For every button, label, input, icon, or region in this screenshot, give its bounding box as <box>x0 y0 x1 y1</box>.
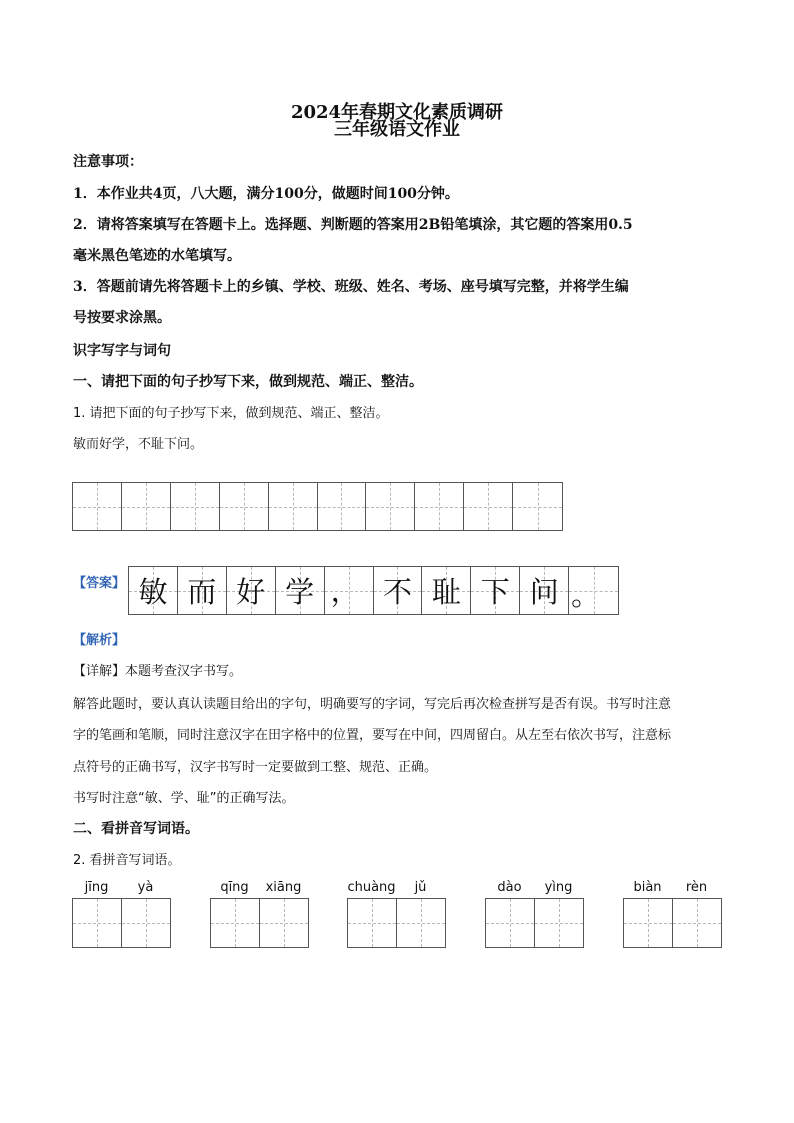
answer-char: 不 <box>382 575 412 609</box>
word-grid[interactable] <box>72 898 171 948</box>
question-1-sentence: 敏而好学，不耻下问。 <box>73 437 204 452</box>
pinyin-syllable: biàn <box>633 880 662 895</box>
question-2: 2. 看拼音写词语。 <box>73 853 181 868</box>
question-1: 1. 请把下面的句子抄写下来，做到规范、端正、整洁。 <box>73 406 389 421</box>
answer-grid <box>128 566 619 615</box>
grid-cell[interactable] <box>535 899 584 947</box>
part2-heading: 二、看拼音写词语。 <box>73 821 199 837</box>
grid-cell[interactable] <box>318 483 367 530</box>
word-grid[interactable] <box>347 898 446 948</box>
answer-char: 耻 <box>431 575 461 609</box>
grid-cell[interactable] <box>211 899 260 947</box>
answer-cell <box>178 567 227 614</box>
pinyin-word-2 <box>210 880 309 948</box>
answer-cell <box>471 567 520 614</box>
grid-cell[interactable] <box>673 899 722 947</box>
pinyin-word-4 <box>485 880 584 948</box>
grid-cell[interactable] <box>397 899 446 947</box>
grid-cell[interactable] <box>73 899 122 947</box>
answer-char: 而 <box>187 575 217 609</box>
pinyin-syllable: yà <box>137 880 154 895</box>
notice-heading: 注意事项： <box>73 154 143 170</box>
word-grid[interactable] <box>623 898 722 948</box>
word-grid[interactable] <box>210 898 309 948</box>
notice-line-1: 1．本作业共4页，八大题，满分100分，做题时间100分钟。 <box>73 186 459 202</box>
grid-cell[interactable] <box>486 899 535 947</box>
analysis-label: 【解析】 <box>73 633 126 648</box>
grid-cell[interactable] <box>513 483 562 530</box>
grid-cell[interactable] <box>464 483 513 530</box>
pinyin-syllable: dào <box>497 880 522 895</box>
notice-line-2b: 毫米黑色笔迹的水笔填写。 <box>73 248 241 264</box>
answer-char: 学 <box>285 575 315 609</box>
detail-line <box>73 660 242 679</box>
pinyin-syllable: xiāng <box>265 880 302 895</box>
grid-cell[interactable] <box>269 483 318 530</box>
grid-cell[interactable] <box>348 899 397 947</box>
grid-cell[interactable] <box>220 483 269 530</box>
answer-char: 好 <box>236 575 266 609</box>
answer-label: 【答案】 <box>73 576 126 591</box>
grid-cell[interactable] <box>122 483 171 530</box>
answer-cell <box>422 567 471 614</box>
page-subtitle: 三年级语文作业 <box>334 119 460 140</box>
answer-char: 下 <box>480 575 510 609</box>
pinyin-word-1 <box>72 880 171 948</box>
pinyin-syllable: qīng <box>220 880 249 895</box>
detail-text: 本题考查汉字书写。 <box>125 664 243 679</box>
page-title: 2024年春期文化素质调研 <box>290 102 504 123</box>
answer-cell <box>276 567 325 614</box>
grid-cell[interactable] <box>366 483 415 530</box>
explain-line-2: 字的笔画和笔顺，同时注意汉字在田字格中的位置，要写在中间，四周留白。从左至右依次书写，注意标 <box>73 728 672 743</box>
notice-line-2a: 2．请将答案填写在答题卡上。选择题、判断题的答案用2B铅笔填涂，其它题的答案用0.5 <box>73 217 633 233</box>
grid-cell[interactable] <box>73 483 122 530</box>
pinyin-syllable: yìng <box>544 880 573 895</box>
answer-cell <box>569 567 618 614</box>
answer-cell <box>520 567 569 614</box>
grid-cell[interactable] <box>624 899 673 947</box>
word-grid[interactable] <box>485 898 584 948</box>
pinyin-syllable: jǔ <box>414 880 427 895</box>
grid-cell[interactable] <box>122 899 171 947</box>
grid-cell[interactable] <box>415 483 464 530</box>
answer-cell <box>374 567 423 614</box>
explain-line-3: 点符号的正确书写，汉字书写时一定要做到工整、规范、正确。 <box>73 760 438 775</box>
answer-char: 问 <box>529 575 559 609</box>
answer-char: ， <box>330 574 360 608</box>
answer-cell <box>129 567 178 614</box>
grid-cell[interactable] <box>260 899 309 947</box>
section-title: 识字写字与词句 <box>73 343 171 359</box>
pinyin-word-3 <box>347 880 446 948</box>
practice-grid[interactable] <box>72 482 563 531</box>
pinyin-syllable: jīng <box>84 880 109 895</box>
pinyin-word-5 <box>623 880 722 948</box>
grid-cell[interactable] <box>171 483 220 530</box>
pinyin-syllable: chuàng <box>347 880 396 895</box>
part1-heading: 一、请把下面的句子抄写下来，做到规范、端正、整洁。 <box>73 374 423 390</box>
explain-line-1: 解答此题时，要认真认读题目给出的字句，明确要写的字词，写完后再次检查拼写是否有误。书写时注意 <box>73 697 672 712</box>
detail-label: 【详解】 <box>73 664 126 679</box>
explain-line-4: 书写时注意“敏、学、耻”的正确写法。 <box>73 791 295 806</box>
notice-line-3b: 号按要求涂黑。 <box>73 310 171 326</box>
answer-char: 敏 <box>138 575 168 609</box>
notice-line-3a: 3．答题前请先将答题卡上的乡镇、学校、班级、姓名、考场、座号填写完整，并将学生编 <box>73 279 629 295</box>
answer-cell <box>325 567 374 614</box>
answer-cell <box>227 567 276 614</box>
pinyin-syllable: rèn <box>685 880 708 895</box>
answer-char: 。 <box>571 578 601 612</box>
